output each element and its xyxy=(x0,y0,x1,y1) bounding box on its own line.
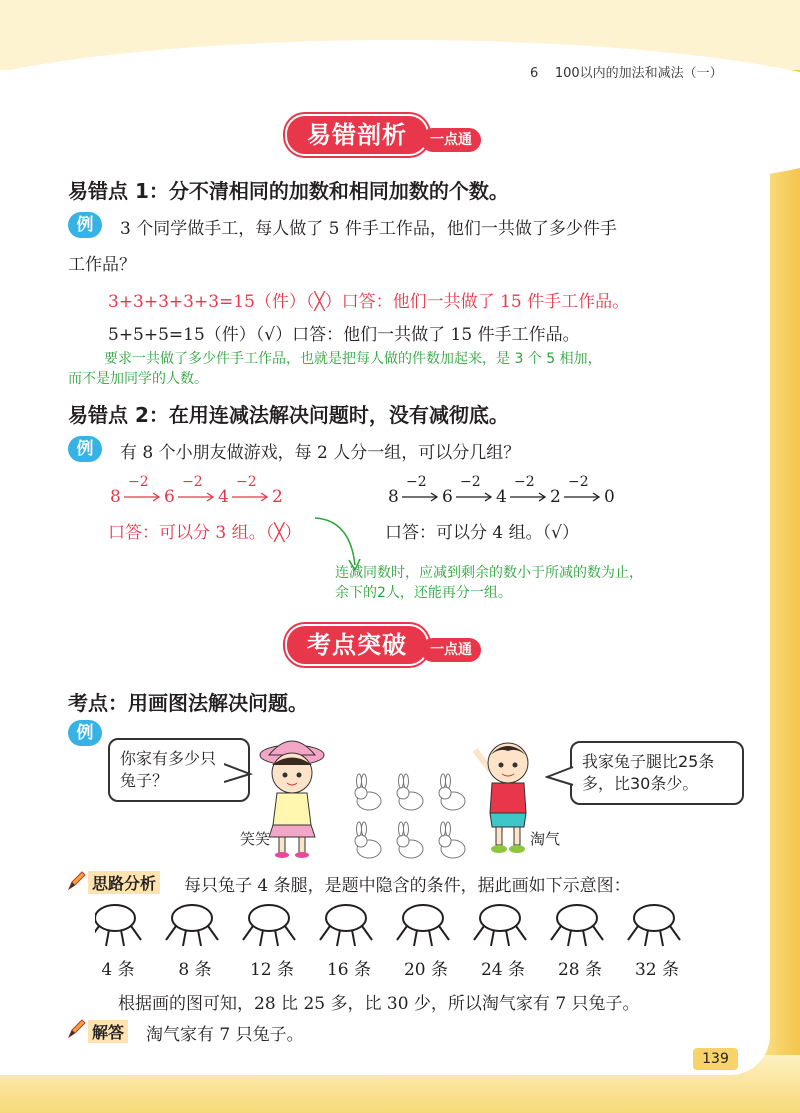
bubble-right-line1: 我家兔子腿比25条 xyxy=(582,752,715,771)
error-point-1-title: 易错点 1：分不清相同的加数和相同加数的个数。 xyxy=(68,179,509,203)
note-line1: 要求一共做了多少件手工作品，也就是把每人做的件数加起来，是 3 个 5 相加， xyxy=(104,351,602,367)
banner-key-points xyxy=(285,624,505,664)
chain-number: 0 xyxy=(604,487,615,507)
chain-step-label: −2 xyxy=(182,474,203,490)
rabbit-icon xyxy=(397,774,423,810)
banner-title: 易错剖析 xyxy=(285,114,429,156)
chain-step-label: −2 xyxy=(568,474,589,490)
chain-number: 6 xyxy=(442,487,453,507)
chain-number: 4 xyxy=(218,487,229,507)
leg-count-label: 24 条 xyxy=(480,960,526,980)
rabbit-icon xyxy=(355,774,381,810)
note-line2: 而不是加同学的人数。 xyxy=(68,371,208,387)
banner-common-mistakes xyxy=(285,114,505,154)
rabbit-leg-figure xyxy=(95,905,141,946)
note2-line2: 余下的2人，还能再分一组。 xyxy=(335,585,512,601)
example-tag: 例 xyxy=(68,212,102,238)
banner2-subtitle: 一点通 xyxy=(421,638,481,662)
name-label-left: 笑笑 xyxy=(240,830,271,848)
wrong-subtraction-chain xyxy=(100,470,310,512)
analysis-label: 思路分析 xyxy=(88,871,160,894)
answer-label: 解答 xyxy=(88,1020,128,1043)
chain-number: 6 xyxy=(164,487,175,507)
rabbit-leg-figure xyxy=(397,905,449,946)
rabbit-icon xyxy=(397,822,423,858)
running-header xyxy=(530,62,723,81)
right-solution: 5+5+5=15（件）（√）口答：他们一共做了 15 件手工作品。 xyxy=(108,325,580,345)
analysis-text: 每只兔子 4 条腿，是题中隐含的条件，据此画如下示意图： xyxy=(184,876,631,896)
banner-subtitle: 一点通 xyxy=(421,128,481,152)
leg-count-label: 8 条 xyxy=(178,960,212,980)
chain-step-label: −2 xyxy=(406,474,427,490)
answer-text: 淘气家有 7 只兔子。 xyxy=(146,1025,304,1045)
leg-count-label: 32 条 xyxy=(634,960,680,980)
key-point-title: 考点：用画图法解决问题。 xyxy=(68,691,308,715)
bubble-tail-left-icon xyxy=(224,762,254,786)
leg-count-label: 28 条 xyxy=(557,960,603,980)
chain-step-label: −2 xyxy=(460,474,481,490)
rabbit-icon xyxy=(439,774,465,810)
chain-number: 8 xyxy=(110,487,121,507)
leg-count-label: 4 条 xyxy=(101,960,135,980)
right-answer: 口答：可以分 4 组。（√） xyxy=(385,523,579,543)
note2-line1: 连减同数时，应减到剩余的数小于所减的数为止， xyxy=(335,565,643,581)
leg-count-label: 12 条 xyxy=(249,960,295,980)
chain-number: 2 xyxy=(272,487,283,507)
pencil-icon xyxy=(66,870,86,892)
chain-step-label: −2 xyxy=(514,474,535,490)
example-question-2: 有 8 个小朋友做游戏，每 2 人分一组，可以分几组？ xyxy=(120,443,521,463)
rabbit-leg-figure xyxy=(628,905,680,946)
chain-number: 4 xyxy=(496,487,507,507)
conclusion-text: 根据画的图可知，28 比 25 多，比 30 少，所以淘气家有 7 只兔子。 xyxy=(118,994,640,1014)
chain-step-label: −2 xyxy=(128,474,149,490)
wrong-solution: 3+3+3+3+3=15（件）（╳）口答：他们一共做了 15 件手工作品。 xyxy=(108,292,630,312)
bubble-left-line2: 兔子？ xyxy=(120,771,169,790)
rabbit-icon xyxy=(439,822,465,858)
rabbit-leg-figure xyxy=(551,905,603,946)
bubble-right-line2: 多，比30条少。 xyxy=(582,774,699,793)
rabbit-legs-diagram xyxy=(95,900,735,955)
bubble-left-line1: 你家有多少只 xyxy=(120,749,217,768)
pencil-icon-2 xyxy=(66,1018,86,1040)
rabbits-illustration xyxy=(345,765,470,865)
chapter-number: 6 xyxy=(530,66,539,81)
chain-number: 8 xyxy=(388,487,399,507)
page-number: 139 xyxy=(693,1048,738,1070)
error-point-2-title: 易错点 2：在用连减法解决问题时，没有减彻底。 xyxy=(68,403,509,427)
example-question-line1: 3 个同学做手工，每人做了 5 件手工作品，他们一共做了多少件手 xyxy=(120,219,617,239)
bubble-tail-right-icon xyxy=(545,765,575,789)
speech-bubble-right xyxy=(570,741,744,805)
example-question-line2: 工作品？ xyxy=(68,255,136,275)
wrong-answer: 口答：可以分 3 组。（╳） xyxy=(108,523,302,543)
leg-count-label: 20 条 xyxy=(403,960,449,980)
banner2-title: 考点突破 xyxy=(285,624,429,666)
rabbit-icon xyxy=(355,822,381,858)
rabbit-leg-figure xyxy=(474,905,526,946)
right-subtraction-chain xyxy=(378,470,628,512)
chain-number: 2 xyxy=(550,487,561,507)
leg-count-label: 16 条 xyxy=(326,960,372,980)
example-tag-3: 例 xyxy=(68,720,102,746)
chain-step-label: −2 xyxy=(236,474,257,490)
name-label-right: 淘气 xyxy=(530,830,561,848)
rabbit-leg-figure xyxy=(243,905,295,946)
example-tag-2: 例 xyxy=(68,436,102,462)
rabbit-leg-figure xyxy=(320,905,372,946)
chapter-title: 100以内的加法和减法（一） xyxy=(554,66,723,81)
rabbit-leg-figure xyxy=(166,905,218,946)
